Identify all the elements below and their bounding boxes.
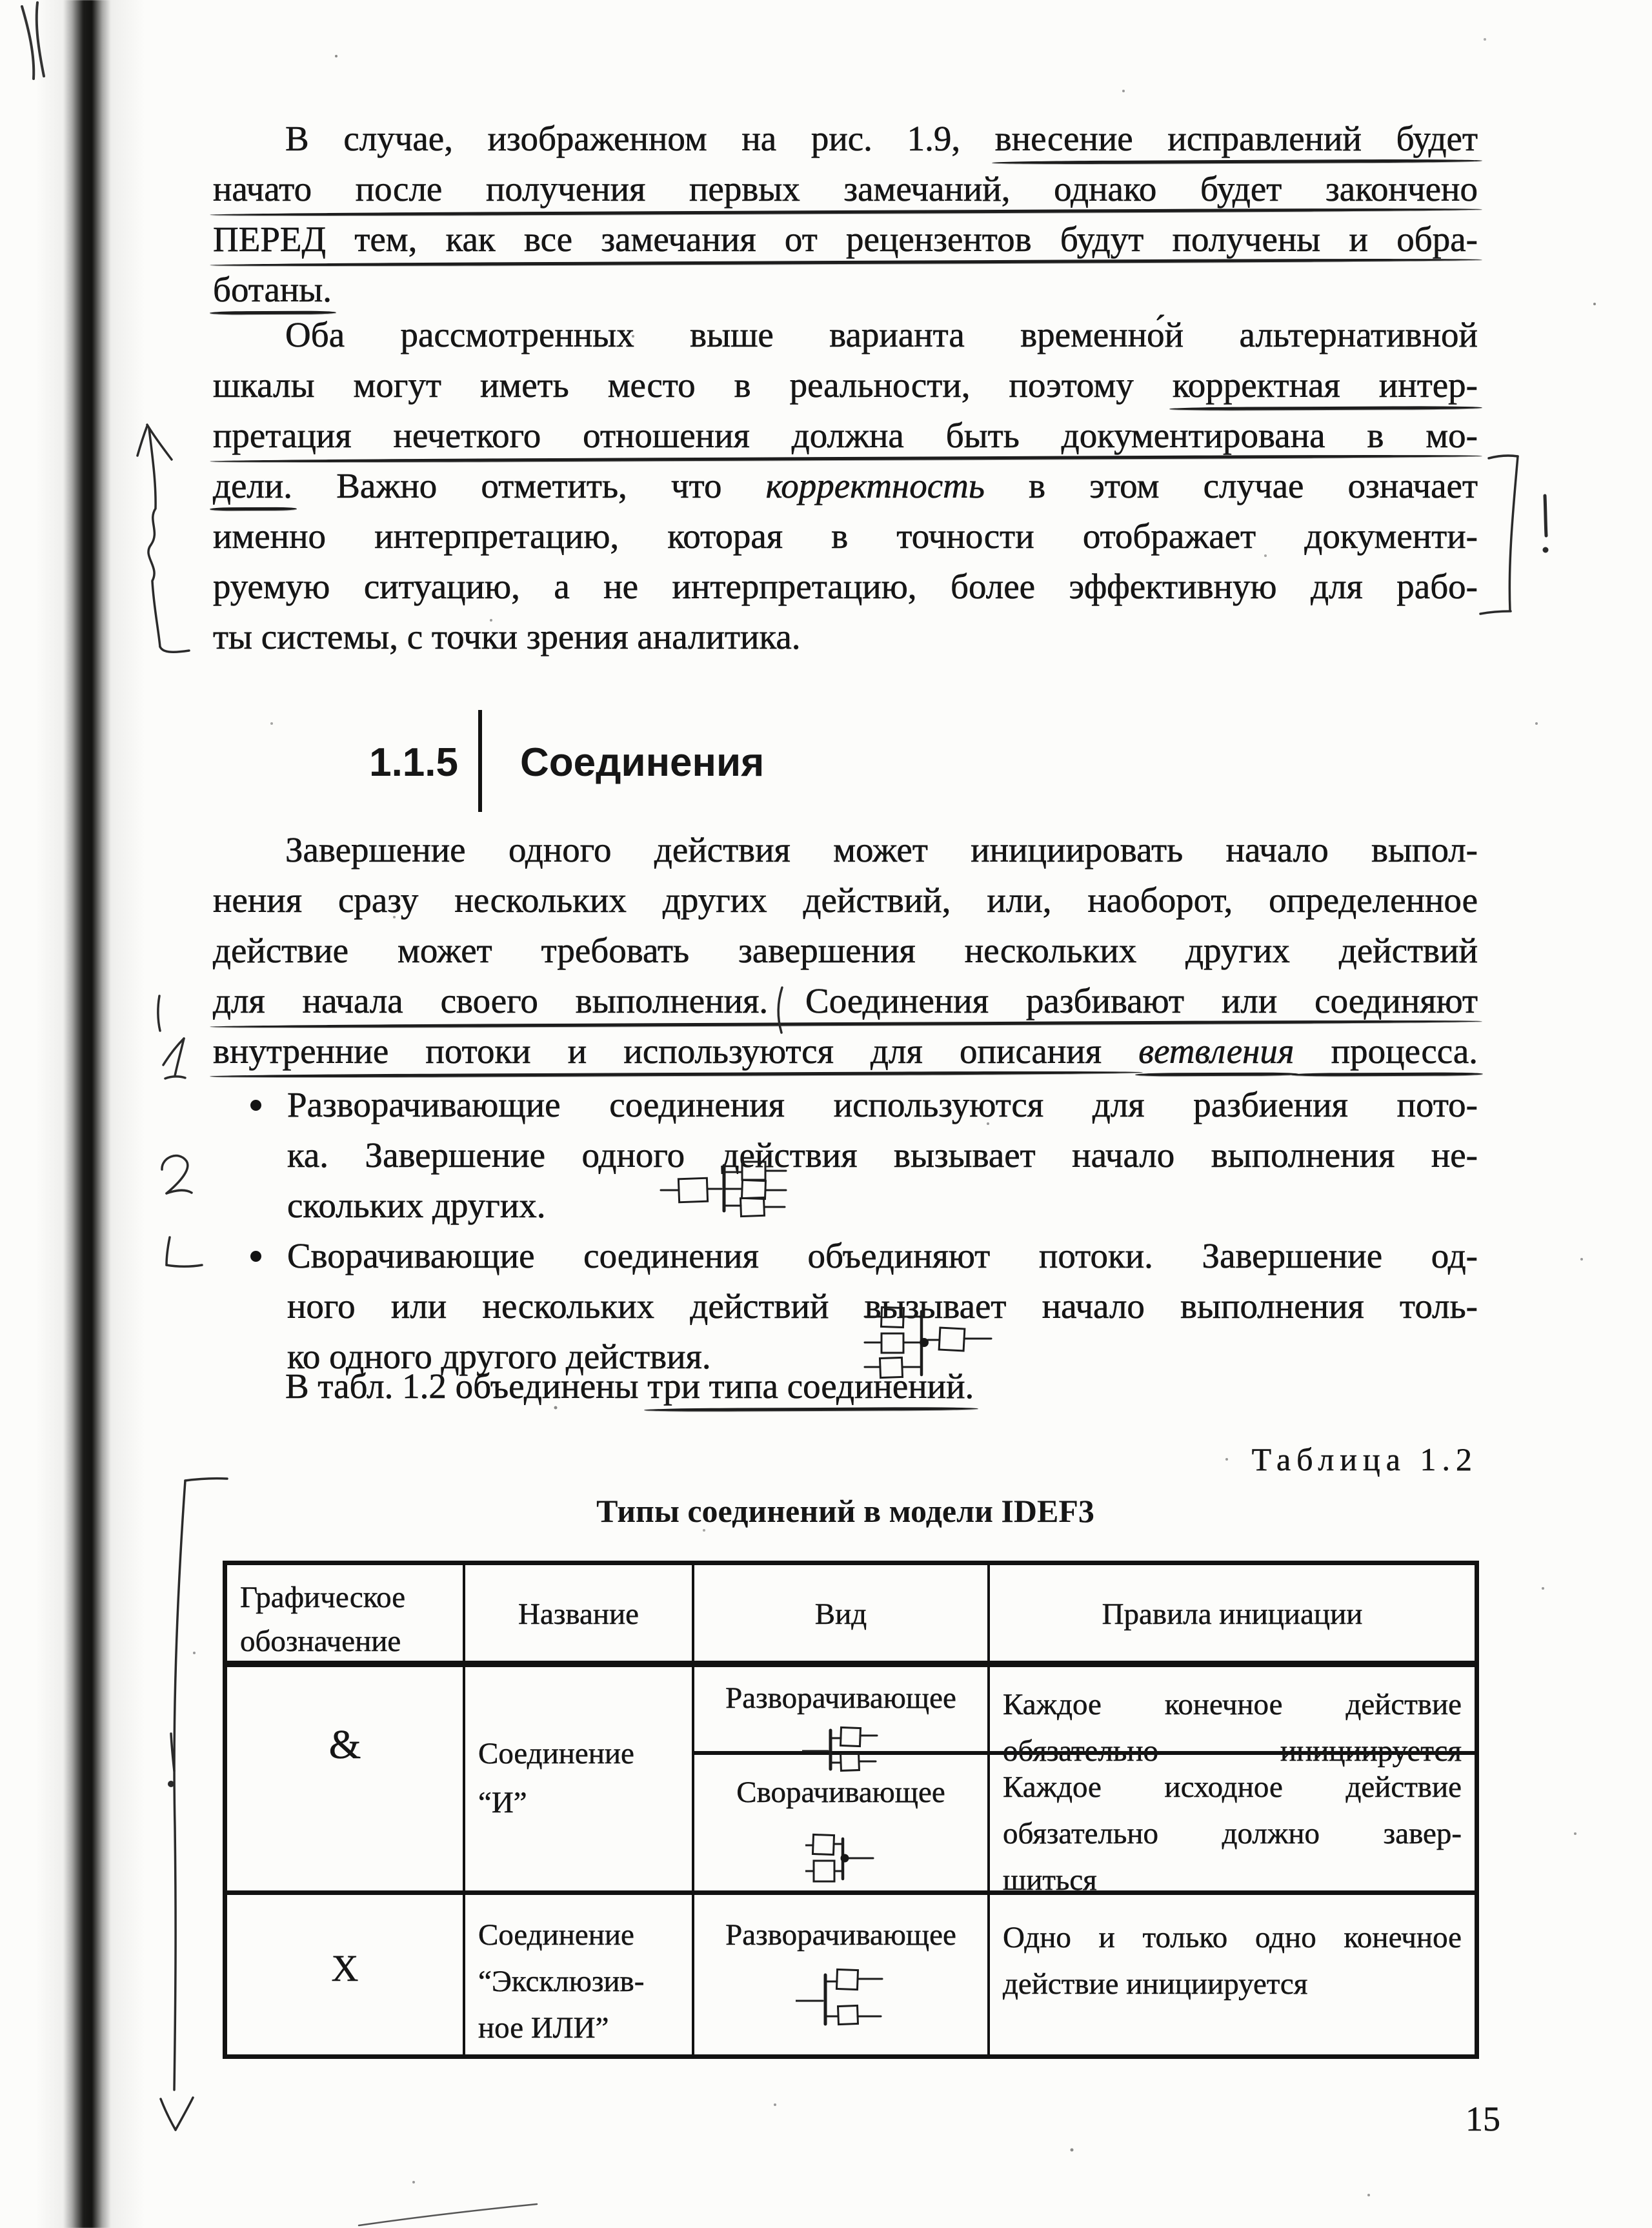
exclamation-mark	[1543, 496, 1549, 553]
margin-tick-mark	[158, 996, 160, 1031]
text-line: ко одного другого действия.	[287, 1337, 711, 1376]
text-line: ного или нескольких действий вызывает начало выполнения толь-	[287, 1286, 1478, 1326]
fanout-junction-diagram	[796, 1962, 886, 2038]
table-header-rules: Правила инициации	[987, 1565, 1475, 1667]
text-line: Соединение	[478, 1918, 634, 1952]
cell-rules-and-fanout	[987, 1667, 1475, 1768]
fanin-junction-diagram	[805, 1832, 876, 1887]
text-line: Соединение	[478, 1737, 634, 1770]
text-line: действие может требовать завершения нескольких других действий	[213, 931, 1478, 970]
text-line: Графическое	[240, 1581, 406, 1614]
text-line: обязательно инициируется	[1003, 1734, 1462, 1768]
text-line: ботаны.	[213, 270, 332, 309]
page-number: 15	[1466, 2100, 1500, 2138]
text-line: Каждое исходное действие	[1003, 1770, 1462, 1804]
bottom-scratch-mark	[359, 2204, 537, 2225]
table-header-name: Название	[463, 1565, 692, 1667]
text-line: Каждое конечное действие	[1003, 1688, 1462, 1721]
cell-graphic-xor: X	[227, 1890, 463, 2058]
text-line: нения сразу нескольких других действий, или, наоборот, определенное	[213, 880, 1478, 920]
cell-name-and	[463, 1667, 692, 1890]
cell-graphic-and: &	[328, 1721, 361, 1767]
text-line: для начала своего выполнения. Соединения разбивают или соединяют	[213, 981, 1478, 1020]
bullet-dot	[250, 1251, 261, 1262]
table-label: Таблица 1.2	[1251, 1441, 1478, 1477]
section-number: 1.1.5	[369, 740, 458, 785]
margin-number-2	[162, 1156, 192, 1193]
text-line: Оба рассмотренных выше варианта временно́й альтернативной	[285, 315, 1478, 354]
text-line: внутренние потоки и используются для описания ветвления процесса.	[213, 1031, 1478, 1071]
text-line: Сворачивающие соединения объединяют потоки. Завершение од-	[287, 1236, 1478, 1275]
text-line: шкалы могут иметь место в реальности, поэтому корректная интер-	[213, 365, 1478, 405]
text-line: Одно и только одно конечное	[1003, 1921, 1462, 1954]
text-line: действие инициируется	[1003, 1967, 1308, 2001]
split-junction-inline-diagram	[660, 1157, 792, 1220]
text-line: шиться	[1003, 1863, 1097, 1897]
bullet-list	[213, 1080, 1478, 1382]
vid-label: Разворачивающее	[725, 1681, 956, 1715]
margin-number-1	[163, 1038, 185, 1079]
scan-noise-specks	[0, 0, 1, 1]
bullet-dot	[250, 1100, 261, 1111]
text-line: В табл. 1.2 объединены три типа соединений.	[285, 1366, 974, 1406]
text-line: начато после получения первых замечаний, однако будет закончено	[213, 169, 1478, 208]
cell-rules-and-fanin	[987, 1755, 1475, 1897]
text-line: ты системы, с точки зрения аналитика.	[213, 617, 801, 656]
margin-down-arrow-line	[161, 1479, 227, 2130]
text-line: обязательно должно завер-	[1003, 1817, 1462, 1850]
idef3-junction-table	[223, 1561, 1479, 2059]
text-line: претация нечеткого отношения должна быть документирована в мо-	[213, 416, 1478, 455]
text-line: обозначение	[240, 1625, 401, 1658]
text-line: В случае, изображенном на рис. 1.9, внесение исправлений будет	[285, 119, 1478, 158]
margin-up-arrow	[137, 425, 189, 652]
text-line: Завершение одного действия может инициировать начало выпол-	[285, 830, 1478, 869]
text-line: “И”	[478, 1786, 527, 1819]
margin-bracket-right	[1480, 456, 1518, 614]
cell-vid-and-fanin	[692, 1755, 987, 1890]
cell-rules-xor	[987, 1890, 1475, 2058]
text-line: скольких других.	[287, 1186, 546, 1225]
section-title: Соединения	[520, 740, 765, 785]
table-header-graphic	[227, 1565, 463, 1667]
paragraph-2	[213, 310, 1478, 662]
text-line: Разворачивающие соединения используются для разбиения пото-	[287, 1085, 1478, 1124]
vid-label: Разворачивающее	[725, 1918, 956, 1952]
text-line: “Эксклюзив-	[478, 1965, 645, 1998]
paragraph-1	[213, 114, 1478, 315]
text-line: руемую ситуацию, а не интерпретацию, более эффективную для рабо-	[213, 567, 1478, 606]
cell-name-xor	[463, 1890, 692, 2058]
text-line: ное ИЛИ”	[478, 2011, 609, 2045]
text-line: ка. Завершение одного действия вызывает начало выполнения не-	[287, 1135, 1478, 1175]
text-line: дели. Важно отметить, что корректность в этом случае означает	[213, 466, 1478, 505]
text-line: именно интерпретацию, которая в точности отображает документи-	[213, 516, 1478, 556]
text-line: ПЕРЕД тем, как все замечания от рецензентов будут получены и обра-	[213, 219, 1478, 259]
table-note	[213, 1361, 1478, 1412]
cell-vid-and-fanout	[692, 1667, 987, 1755]
vid-label: Сворачивающее	[736, 1776, 945, 1809]
table-header-vid: Вид	[692, 1565, 987, 1667]
book-binding-edge	[63, 0, 111, 2228]
paragraph-3	[213, 825, 1478, 1077]
table-title: Типы соединений в модели IDEF3	[596, 1493, 1094, 1529]
cell-vid-xor	[692, 1890, 987, 2058]
heading-divider-bar	[478, 710, 482, 812]
margin-corner-mark	[166, 1237, 202, 1266]
